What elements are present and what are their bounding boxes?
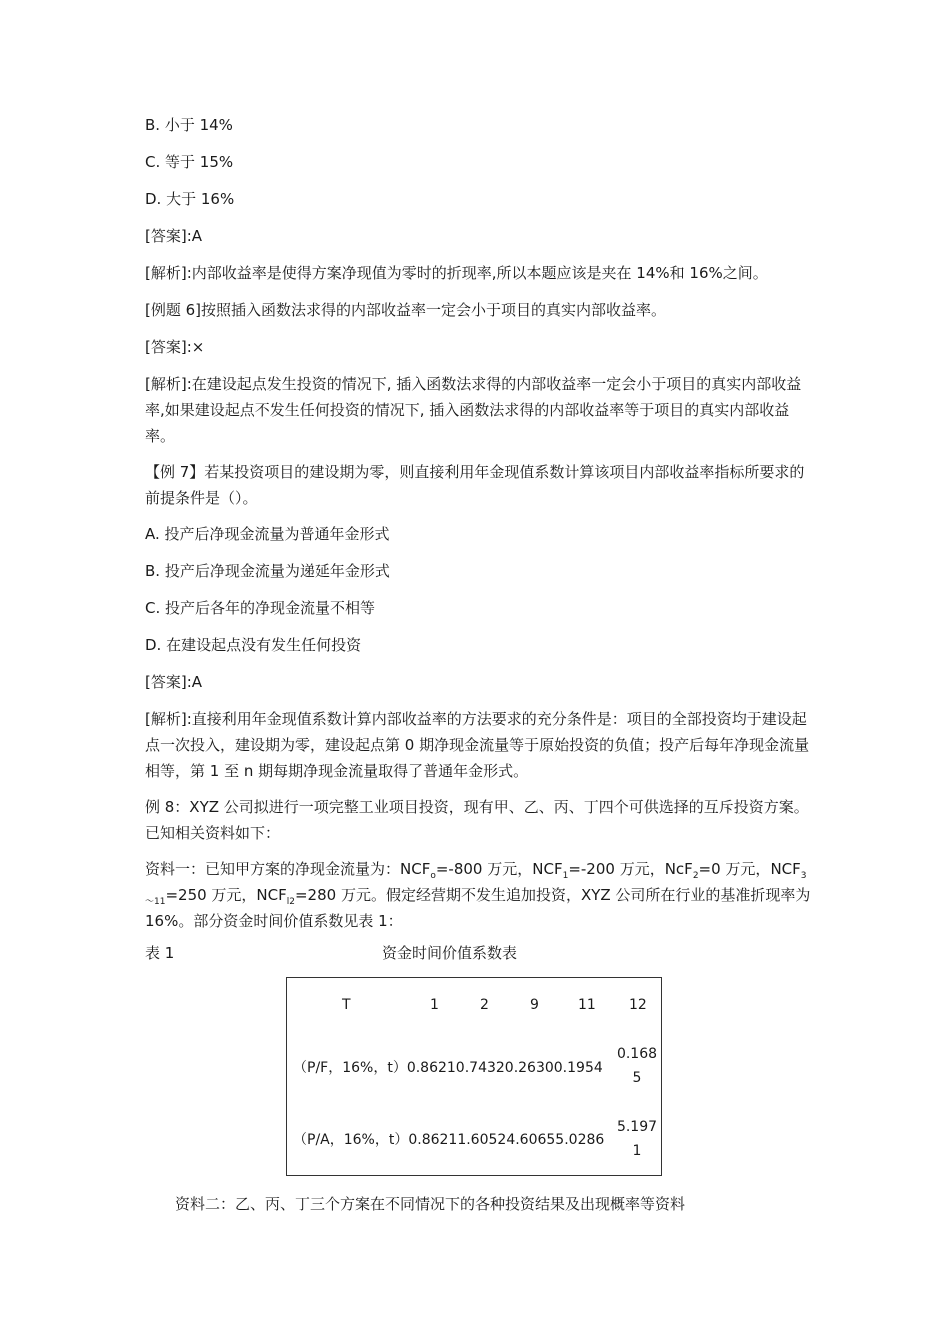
table-title: 资金时间价值系数表 bbox=[382, 944, 518, 962]
answer: [答案]:A bbox=[145, 673, 203, 691]
table-cell-pa-12b: 1 bbox=[632, 1143, 642, 1159]
material-1: 资料一：已知甲方案的净现金流量为：$NCF_o=-800$ 万元，$NCF_1=-200$ 万元，NcF$_2$=0 万元，$NCF_{3\sim 11}=250$ 万元，$NCF_{l2}=280$ 万元。假定经营期不发生追加投资，XYZ 公司所在行业的基准折现率为 16%。部分资金时间价值系数见表 1： bbox=[145, 860, 811, 930]
example-6: [例题 6]按照插入函数法求得的内部收益率一定会小于项目的真实内部收益率。 bbox=[145, 301, 667, 319]
answer: [答案]:× bbox=[145, 338, 205, 356]
coefficient-table bbox=[286, 977, 662, 1176]
table-caption bbox=[145, 942, 815, 968]
option-b: B. 小于 14% bbox=[145, 116, 233, 134]
table-row-pa: （P/A，16%，t）0.86211.60524.60655.0286 bbox=[293, 1132, 605, 1148]
document-body bbox=[145, 112, 815, 968]
table-header-t: T bbox=[342, 997, 351, 1013]
option-d: D. 在建设起点没有发生任何投资 bbox=[145, 636, 362, 654]
table-header-11: 11 bbox=[578, 997, 596, 1013]
option-b: B. 投产后净现金流量为递延年金形式 bbox=[145, 562, 390, 580]
table-header-2: 2 bbox=[480, 997, 489, 1013]
option-d: D. 大于 16% bbox=[145, 190, 235, 208]
table-cell-pa-12a: 5.197 bbox=[616, 1119, 658, 1135]
option-c: C. 等于 15% bbox=[145, 153, 234, 171]
analysis: [解析]:内部收益率是使得方案净现值为零时的折现率,所以本题应该是夹在 14%和 16%之间。 bbox=[145, 264, 768, 282]
table-cell-pf-12a: 0.168 bbox=[616, 1046, 658, 1062]
material-2: 资料二：乙、丙、丁三个方案在不同情况下的各种投资结果及出现概率等资料 bbox=[175, 1195, 686, 1213]
answer: [答案]:A bbox=[145, 227, 203, 245]
table-header-12: 12 bbox=[629, 997, 647, 1013]
table-row-pf: （P/F，16%，t）0.86210.74320.26300.1954 bbox=[293, 1060, 603, 1076]
table-header-9: 9 bbox=[530, 997, 539, 1013]
table-cell-pf-12b: 5 bbox=[632, 1070, 642, 1086]
analysis: [解析]:直接利用年金现值系数计算内部收益率的方法要求的充分条件是：项目的全部投资均于建设起点一次投入，建设期为零，建设起点第 0 期净现金流量等于原始投资的负值；投产后每年净现金流量相等，第 1 至 n 期每期净现金流量取得了普通年金形式。 bbox=[145, 710, 810, 780]
example-7: 【例 7】若某投资项目的建设期为零，则直接利用年金现值系数计算该项目内部收益率指标所要求的前提条件是（）。 bbox=[145, 463, 805, 507]
table-number: 表 1 bbox=[145, 944, 175, 962]
table-header-1: 1 bbox=[430, 997, 439, 1013]
option-c: C. 投产后各年的净现金流量不相等 bbox=[145, 599, 376, 617]
example-8: 例 8：XYZ 公司拟进行一项完整工业项目投资，现有甲、乙、丙、丁四个可供选择的互斥投资方案。已知相关资料如下： bbox=[145, 798, 809, 842]
analysis: [解析]:在建设起点发生投资的情况下, 插入函数法求得的内部收益率一定会小于项目的真实内部收益率,如果建设起点不发生任何投资的情况下, 插入函数法求得的内部收益率等于项目的真实内部收益率。 bbox=[145, 375, 802, 445]
option-a: A. 投产后净现金流量为普通年金形式 bbox=[145, 525, 390, 543]
